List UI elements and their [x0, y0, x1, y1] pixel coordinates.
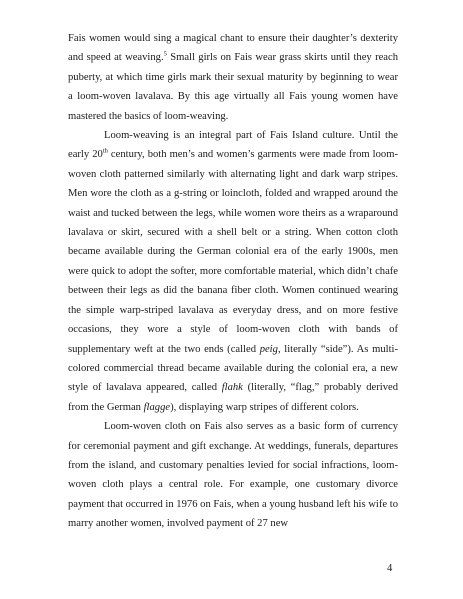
superscript: 5	[163, 50, 167, 58]
paragraph	[68, 417, 398, 533]
superscript: th	[102, 147, 108, 155]
text-run: (literally, “flag,” probably derived from the German	[68, 382, 398, 413]
text-run: ), displaying warp stripes of different colors.	[170, 401, 359, 413]
italic-term: flagge	[143, 401, 171, 413]
text-run: , literally “side”). As multi-colored commercial thread became available during the colonial era, a new style of lavalava appeared, called	[68, 343, 398, 394]
text-run: Loom-woven cloth on Fais also serves as a basic form of currency for ceremonial payment and gift exchange. At weddings, funerals, departures from the island, and customary penalties levied for social infractions, loom-woven cloth plays a central role. For example, one customary divorce payment that occurred in 1976 on Fais, when a young husband left his wife to marry another women, involved payment of 27 new	[68, 421, 398, 530]
body-text	[68, 29, 398, 534]
text-run: Small girls on Fais wear grass skirts until they reach puberty, at which time girls mark their sexual maturity by beginning to wear a loom-woven lavalava. By this age virtually all Fais young women have mastered the basics of loom-weaving.	[68, 52, 398, 122]
text-run: Loom-weaving is an integral part of Fais Island culture. Until the early 20	[68, 130, 398, 161]
text-run: Fais women would sing a magical chant to ensure their daughter’s dexterity and speed at weaving.	[68, 33, 398, 64]
text-run: century, both men’s and women’s garments were made from loom-woven cloth patterned similarly with alternating light and dark warp stripes. Men wore the cloth as a g-string or loincloth, folded and wrapped around the waist and tucked between the legs, while women wore theirs as a wraparound lavalava or skirt, secured with a shell belt or a string. When cotton cloth became available during the German colonial era of the early 1900s, men were quick to adopt the softer, more comfortable material, which didn’t chafe between their legs as did the banana fiber cloth. Women continued wearing the simple warp-striped lavalava as everyday dress, and on more festive occasions, they wore a style of loom-woven cloth with bands of supplementary weft at the two ends (called	[68, 149, 398, 355]
italic-term: peig	[259, 343, 278, 355]
paragraph	[68, 126, 398, 417]
paragraph	[68, 29, 398, 126]
italic-term: flahk	[221, 382, 243, 394]
page-number: 4	[387, 563, 393, 574]
